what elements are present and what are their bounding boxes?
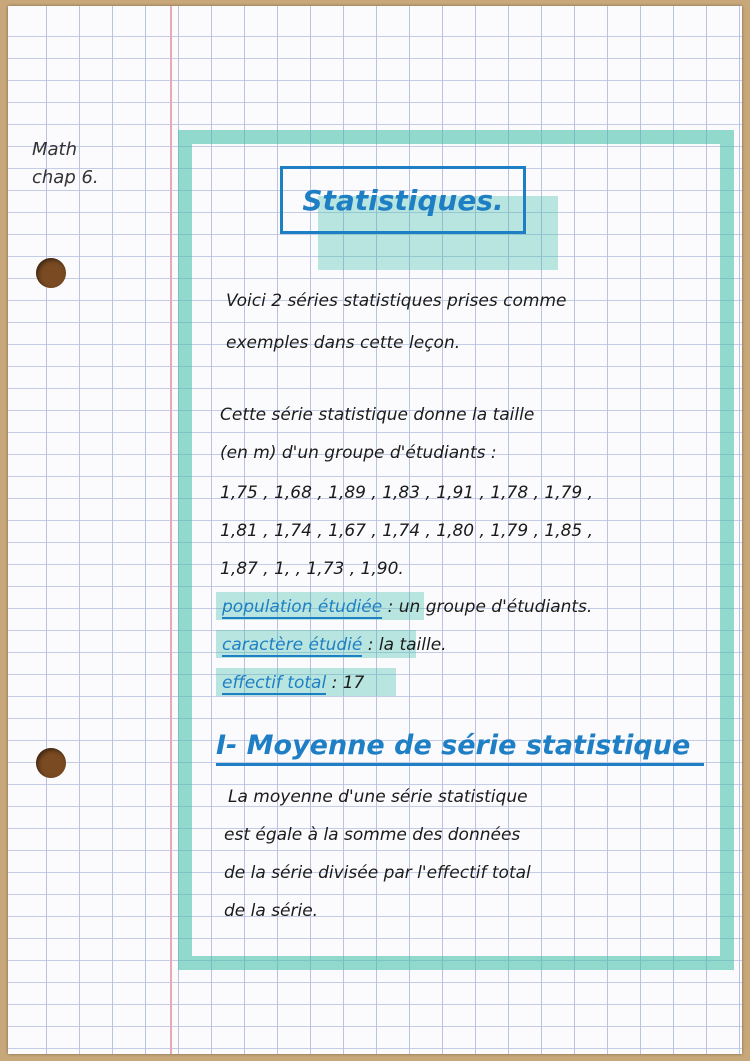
property-value: 17 <box>342 673 365 693</box>
property-value: la taille. <box>378 635 447 655</box>
series-line-2: (en m) d'un groupe d'étudiants : <box>220 443 497 463</box>
title-box <box>280 166 526 234</box>
punch-hole-top <box>36 258 66 288</box>
corner-note-subject: Math <box>32 139 78 160</box>
series-line-1: Cette série statistique donne la taille <box>220 405 535 425</box>
property-separator: : <box>367 635 379 655</box>
intro-line-1: Voici 2 séries statistiques prises comme <box>226 291 567 311</box>
property-separator: : <box>331 673 343 693</box>
series-values-1: 1,75 , 1,68 , 1,89 , 1,83 , 1,91 , 1,78 , 1,79 , <box>220 483 594 503</box>
definition-line-2: est égale à la somme des données <box>224 825 521 845</box>
property-row-population <box>222 596 592 618</box>
property-row-effectif <box>222 672 364 694</box>
intro-line-2: exemples dans cette leçon. <box>226 333 461 353</box>
property-separator: : <box>387 597 399 617</box>
corner-note-chapter: chap 6. <box>32 167 99 188</box>
series-values-2: 1,81 , 1,74 , 1,67 , 1,74 , 1,80 , 1,79 , 1,85 , <box>220 521 594 541</box>
margin-line <box>170 6 172 1054</box>
property-value: un groupe d'étudiants. <box>398 597 593 617</box>
property-label: population étudiée <box>222 597 383 617</box>
definition-line-4: de la série. <box>224 901 319 921</box>
series-values-3: 1,87 , 1, , 1,73 , 1,90. <box>220 559 404 579</box>
definition-line-1: La moyenne d'une série statistique <box>228 787 528 807</box>
section-heading: I- Moyenne de série statistique <box>216 730 704 766</box>
property-label: caractère étudié <box>222 635 363 655</box>
corner-note <box>32 136 99 192</box>
punch-hole-bottom <box>36 748 66 778</box>
definition-line-3: de la série divisée par l'effectif total <box>224 863 531 883</box>
property-row-caractere <box>222 634 447 656</box>
page-title: Statistiques. <box>302 183 504 217</box>
property-label: effectif total <box>222 673 327 693</box>
